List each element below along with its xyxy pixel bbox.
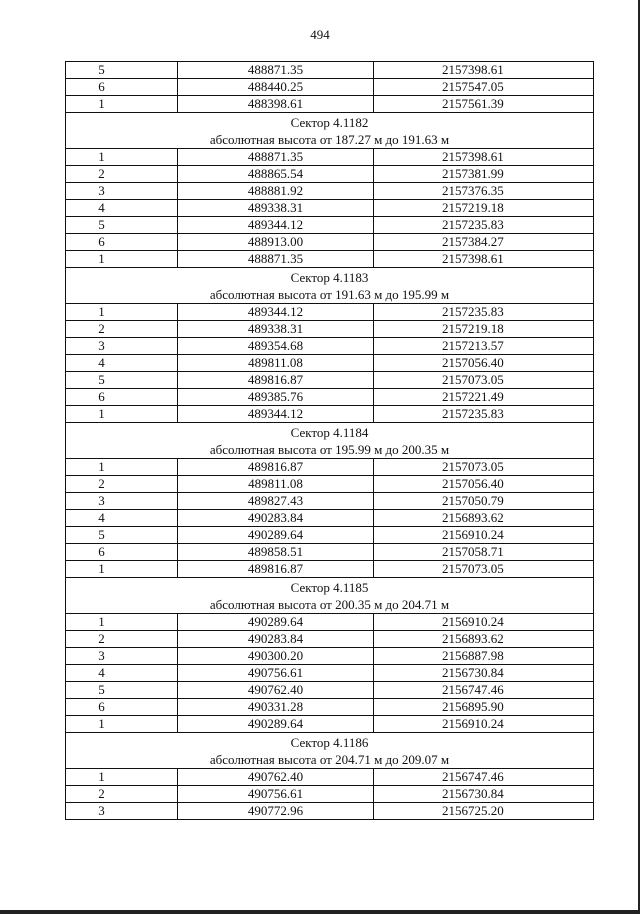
sector-altitude: абсолютная высота от 204.71 м до 209.07 м (209, 751, 450, 767)
table-row (66, 716, 594, 733)
x-coordinate-cell: 489816.87 (178, 372, 374, 389)
point-number-cell: 1 (66, 769, 178, 786)
table-row (66, 665, 594, 682)
y-coordinate-cell: 2157050.79 (374, 493, 594, 510)
x-coordinate-cell: 489338.31 (178, 200, 374, 217)
table-row (66, 682, 594, 699)
x-coordinate-cell: 488440.25 (178, 79, 374, 96)
table-row (66, 96, 594, 113)
sector-header-cell (66, 423, 594, 459)
x-coordinate-cell: 488871.35 (178, 62, 374, 79)
sector-title: Сектор 4.1186 (290, 734, 369, 750)
point-number-cell: 4 (66, 510, 178, 527)
point-number-cell: 4 (66, 665, 178, 682)
sector-title: Сектор 4.1183 (290, 269, 369, 285)
sector-header-row (66, 423, 594, 459)
table-row (66, 183, 594, 200)
point-number-cell: 3 (66, 183, 178, 200)
table-row (66, 166, 594, 183)
point-number-cell: 6 (66, 699, 178, 716)
y-coordinate-cell: 2157235.83 (374, 217, 594, 234)
x-coordinate-cell: 490289.64 (178, 716, 374, 733)
sector-altitude: абсолютная высота от 200.35 м до 204.71 м (209, 596, 450, 612)
table-row (66, 786, 594, 803)
sector-header-row (66, 578, 594, 614)
x-coordinate-cell: 489354.68 (178, 338, 374, 355)
point-number-cell: 6 (66, 544, 178, 561)
point-number-cell: 2 (66, 321, 178, 338)
sector-header-cell (66, 268, 594, 304)
point-number-cell: 4 (66, 200, 178, 217)
y-coordinate-cell: 2157073.05 (374, 561, 594, 578)
y-coordinate-cell: 2156895.90 (374, 699, 594, 716)
y-coordinate-cell: 2156893.62 (374, 631, 594, 648)
y-coordinate-cell: 2157058.71 (374, 544, 594, 561)
y-coordinate-cell: 2156893.62 (374, 510, 594, 527)
point-number-cell: 5 (66, 682, 178, 699)
x-coordinate-cell: 489385.76 (178, 389, 374, 406)
point-number-cell: 1 (66, 406, 178, 423)
y-coordinate-cell: 2156747.46 (374, 769, 594, 786)
point-number-cell: 3 (66, 803, 178, 820)
y-coordinate-cell: 2156730.84 (374, 665, 594, 682)
point-number-cell: 1 (66, 304, 178, 321)
table-row (66, 803, 594, 820)
y-coordinate-cell: 2157219.18 (374, 200, 594, 217)
table-row (66, 62, 594, 79)
x-coordinate-cell: 490289.64 (178, 614, 374, 631)
sector-title: Сектор 4.1182 (290, 114, 369, 130)
table-row (66, 648, 594, 665)
table-row (66, 493, 594, 510)
x-coordinate-cell: 490756.61 (178, 786, 374, 803)
table-row (66, 631, 594, 648)
y-coordinate-cell: 2157547.05 (374, 79, 594, 96)
y-coordinate-cell: 2156725.20 (374, 803, 594, 820)
x-coordinate-cell: 490331.28 (178, 699, 374, 716)
point-number-cell: 1 (66, 459, 178, 476)
x-coordinate-cell: 488881.92 (178, 183, 374, 200)
x-coordinate-cell: 490756.61 (178, 665, 374, 682)
x-coordinate-cell: 489816.87 (178, 561, 374, 578)
point-number-cell: 6 (66, 79, 178, 96)
y-coordinate-cell: 2157398.61 (374, 149, 594, 166)
table-row (66, 406, 594, 423)
sector-title: Сектор 4.1184 (290, 424, 369, 440)
x-coordinate-cell: 490283.84 (178, 631, 374, 648)
y-coordinate-cell: 2156730.84 (374, 786, 594, 803)
x-coordinate-cell: 489858.51 (178, 544, 374, 561)
sector-altitude: абсолютная высота от 187.27 м до 191.63 м (209, 131, 450, 147)
table-row (66, 510, 594, 527)
table-row (66, 355, 594, 372)
point-number-cell: 3 (66, 648, 178, 665)
table-row (66, 614, 594, 631)
x-coordinate-cell: 489811.08 (178, 355, 374, 372)
x-coordinate-cell: 488871.35 (178, 149, 374, 166)
point-number-cell: 1 (66, 561, 178, 578)
y-coordinate-cell: 2157235.83 (374, 406, 594, 423)
scan-edge-bottom (0, 910, 640, 914)
y-coordinate-cell: 2156747.46 (374, 682, 594, 699)
y-coordinate-cell: 2157219.18 (374, 321, 594, 338)
point-number-cell: 1 (66, 96, 178, 113)
point-number-cell: 1 (66, 149, 178, 166)
point-number-cell: 2 (66, 786, 178, 803)
table-row (66, 321, 594, 338)
y-coordinate-cell: 2157398.61 (374, 251, 594, 268)
y-coordinate-cell: 2156910.24 (374, 614, 594, 631)
point-number-cell: 3 (66, 493, 178, 510)
y-coordinate-cell: 2157561.39 (374, 96, 594, 113)
x-coordinate-cell: 489816.87 (178, 459, 374, 476)
y-coordinate-cell: 2156910.24 (374, 527, 594, 544)
sector-header-cell (66, 113, 594, 149)
y-coordinate-cell: 2157381.99 (374, 166, 594, 183)
coordinates-table (65, 61, 594, 820)
y-coordinate-cell: 2157073.05 (374, 372, 594, 389)
sector-header-row (66, 268, 594, 304)
x-coordinate-cell: 488913.00 (178, 234, 374, 251)
x-coordinate-cell: 489827.43 (178, 493, 374, 510)
x-coordinate-cell: 490289.64 (178, 527, 374, 544)
table-row (66, 459, 594, 476)
point-number-cell: 1 (66, 614, 178, 631)
y-coordinate-cell: 2157235.83 (374, 304, 594, 321)
y-coordinate-cell: 2157213.57 (374, 338, 594, 355)
table-row (66, 217, 594, 234)
x-coordinate-cell: 490762.40 (178, 682, 374, 699)
x-coordinate-cell: 489344.12 (178, 406, 374, 423)
page-number: 494 (310, 27, 330, 42)
table-row (66, 769, 594, 786)
x-coordinate-cell: 490762.40 (178, 769, 374, 786)
x-coordinate-cell: 488871.35 (178, 251, 374, 268)
table-row (66, 304, 594, 321)
point-number-cell: 6 (66, 389, 178, 406)
table-row (66, 234, 594, 251)
y-coordinate-cell: 2157056.40 (374, 476, 594, 493)
x-coordinate-cell: 489811.08 (178, 476, 374, 493)
table-row (66, 699, 594, 716)
y-coordinate-cell: 2156887.98 (374, 648, 594, 665)
table-row (66, 200, 594, 217)
x-coordinate-cell: 490283.84 (178, 510, 374, 527)
table-row (66, 561, 594, 578)
table-row (66, 149, 594, 166)
y-coordinate-cell: 2157398.61 (374, 62, 594, 79)
y-coordinate-cell: 2156910.24 (374, 716, 594, 733)
table-row (66, 544, 594, 561)
point-number-cell: 5 (66, 527, 178, 544)
point-number-cell: 3 (66, 338, 178, 355)
x-coordinate-cell: 489344.12 (178, 217, 374, 234)
sector-header-row (66, 113, 594, 149)
point-number-cell: 2 (66, 476, 178, 493)
x-coordinate-cell: 489344.12 (178, 304, 374, 321)
table-row (66, 476, 594, 493)
sector-header-row (66, 733, 594, 769)
x-coordinate-cell: 488865.54 (178, 166, 374, 183)
coordinates-table-body (66, 62, 594, 820)
point-number-cell: 5 (66, 372, 178, 389)
point-number-cell: 5 (66, 217, 178, 234)
table-row (66, 338, 594, 355)
sector-header-cell (66, 733, 594, 769)
table-row (66, 372, 594, 389)
x-coordinate-cell: 490300.20 (178, 648, 374, 665)
point-number-cell: 1 (66, 716, 178, 733)
x-coordinate-cell: 488398.61 (178, 96, 374, 113)
point-number-cell: 2 (66, 166, 178, 183)
table-row (66, 79, 594, 96)
point-number-cell: 6 (66, 234, 178, 251)
point-number-cell: 2 (66, 631, 178, 648)
x-coordinate-cell: 490772.96 (178, 803, 374, 820)
y-coordinate-cell: 2157073.05 (374, 459, 594, 476)
sector-altitude: абсолютная высота от 195.99 м до 200.35 м (209, 441, 450, 457)
table-row (66, 527, 594, 544)
sector-title: Сектор 4.1185 (290, 579, 369, 595)
y-coordinate-cell: 2157221.49 (374, 389, 594, 406)
point-number-cell: 1 (66, 251, 178, 268)
table-row (66, 251, 594, 268)
table-row (66, 389, 594, 406)
sector-altitude: абсолютная высота от 191.63 м до 195.99 м (209, 286, 450, 302)
y-coordinate-cell: 2157376.35 (374, 183, 594, 200)
sector-header-cell (66, 578, 594, 614)
point-number-cell: 4 (66, 355, 178, 372)
point-number-cell: 5 (66, 62, 178, 79)
y-coordinate-cell: 2157384.27 (374, 234, 594, 251)
y-coordinate-cell: 2157056.40 (374, 355, 594, 372)
x-coordinate-cell: 489338.31 (178, 321, 374, 338)
